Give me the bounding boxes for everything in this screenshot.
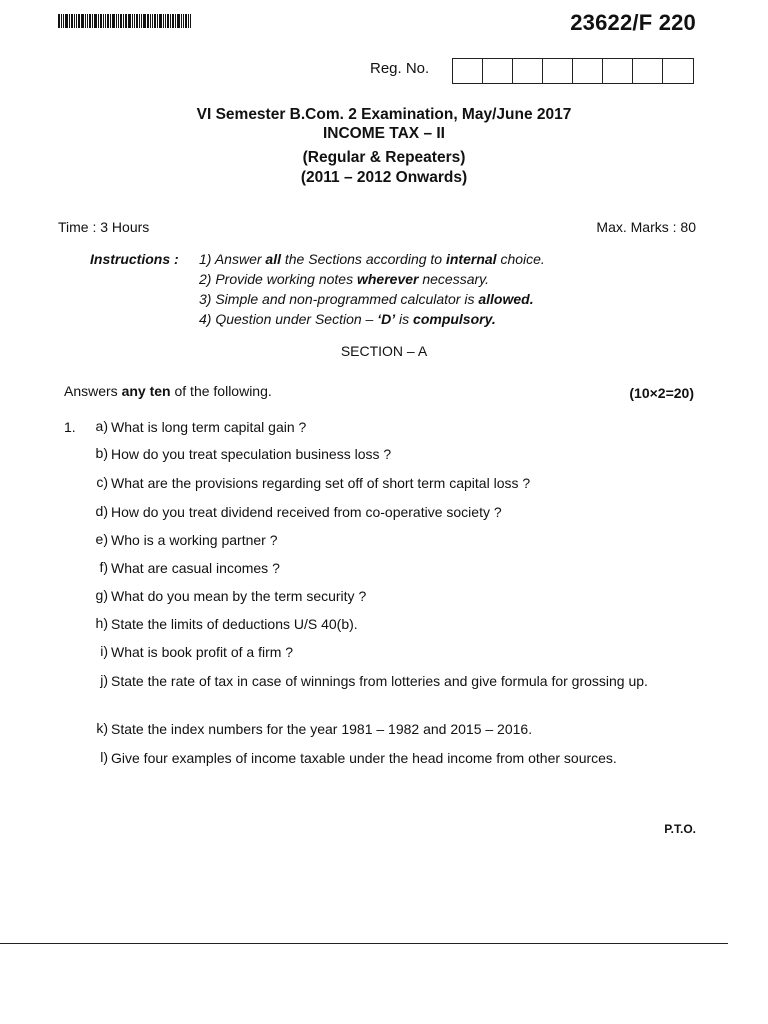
question-text: What do you mean by the term security ? <box>111 588 367 604</box>
instruction-text: Answer <box>214 251 262 267</box>
instruction-text: is <box>399 311 410 327</box>
question-text: What is long term capital gain ? <box>111 419 307 435</box>
question-text: What is book profit of a firm ? <box>111 644 294 660</box>
section-a-lead <box>64 383 272 399</box>
instruction-text: Simple and non-programmed calculator is <box>215 291 475 307</box>
question-label: e) <box>95 531 108 547</box>
lead-bold: any ten <box>121 383 171 399</box>
instruction-item <box>199 311 496 327</box>
question-text: State the index numbers for the year 1981 – 1982 and 2015 – 2016. <box>111 721 533 737</box>
barcode <box>58 14 234 28</box>
question-number: 1. <box>64 419 76 435</box>
reg-no-box[interactable] <box>453 59 483 83</box>
instruction-text: the Sections according to <box>284 251 443 267</box>
instruction-text: wherever <box>356 271 419 287</box>
instruction-text: 1) <box>199 251 212 267</box>
subject-title: INCOME TAX – II <box>322 125 445 142</box>
question-label: g) <box>95 587 108 603</box>
reg-no-label: Reg. No. <box>370 60 430 77</box>
question-text: How do you treat dividend received from co-operative society ? <box>111 504 502 520</box>
instruction-text: 4) <box>199 311 212 327</box>
exam-type: (Regular & Repeaters) <box>302 149 466 166</box>
reg-no-box[interactable] <box>603 59 633 83</box>
section-a-title: SECTION – A <box>340 343 428 359</box>
instruction-item <box>199 291 534 307</box>
exam-title: VI Semester B.Com. 2 Examination, May/June 2017 <box>196 106 572 123</box>
reg-no-box[interactable] <box>513 59 543 83</box>
instruction-text: necessary. <box>422 271 490 287</box>
question-text: How do you treat speculation business loss ? <box>111 446 392 462</box>
instruction-text: 3) <box>199 291 212 307</box>
page-bottom-rule <box>0 943 728 944</box>
instruction-item <box>199 271 489 287</box>
question-label: f) <box>99 559 108 575</box>
instruction-text: all <box>265 251 281 267</box>
instruction-text: compulsory. <box>413 311 496 327</box>
instruction-text: Provide working notes <box>215 271 354 287</box>
question-text: State the rate of tax in case of winnings from lotteries and give formula for grossing up. <box>111 673 648 689</box>
instruction-text: choice. <box>500 251 545 267</box>
question-label: l) <box>100 749 108 765</box>
instructions-label: Instructions : <box>90 251 179 267</box>
lead-post: of the following. <box>174 383 272 399</box>
question-label: i) <box>100 643 108 659</box>
question-label: h) <box>95 615 108 631</box>
question-text: Give four examples of income taxable under the head income from other sources. <box>111 750 617 766</box>
question-label: b) <box>95 445 108 461</box>
lead-pre: Answers <box>64 383 118 399</box>
exam-scheme: (2011 – 2012 Onwards) <box>300 169 468 186</box>
section-a-marks: (10×2=20) <box>629 385 694 401</box>
question-text: What are casual incomes ? <box>111 560 280 576</box>
question-text: State the limits of deductions U/S 40(b). <box>111 616 358 632</box>
question-label: j) <box>100 672 108 688</box>
pto-marker: P.T.O. <box>664 822 696 836</box>
reg-no-box[interactable] <box>483 59 513 83</box>
question-text: Who is a working partner ? <box>111 532 278 548</box>
reg-no-box[interactable] <box>573 59 603 83</box>
reg-no-box[interactable] <box>543 59 573 83</box>
question-label: a) <box>95 418 108 434</box>
reg-no-boxes[interactable] <box>452 58 694 84</box>
max-marks: Max. Marks : 80 <box>596 219 696 235</box>
reg-no-box[interactable] <box>633 59 663 83</box>
instruction-text: internal <box>445 251 497 267</box>
question-label: c) <box>96 474 108 490</box>
reg-no-box[interactable] <box>663 59 693 83</box>
time-allowed: Time : 3 Hours <box>58 219 150 235</box>
instruction-text: allowed. <box>478 291 534 307</box>
instruction-text: ‘D’ <box>377 311 396 327</box>
question-label: d) <box>95 503 108 519</box>
question-text: What are the provisions regarding set off of short term capital loss ? <box>111 475 531 491</box>
instruction-text: 2) <box>199 271 212 287</box>
question-label: k) <box>96 720 108 736</box>
instruction-item <box>199 251 545 267</box>
paper-code: 23622/F 220 <box>570 10 696 35</box>
instruction-text: Question under Section – <box>215 311 374 327</box>
